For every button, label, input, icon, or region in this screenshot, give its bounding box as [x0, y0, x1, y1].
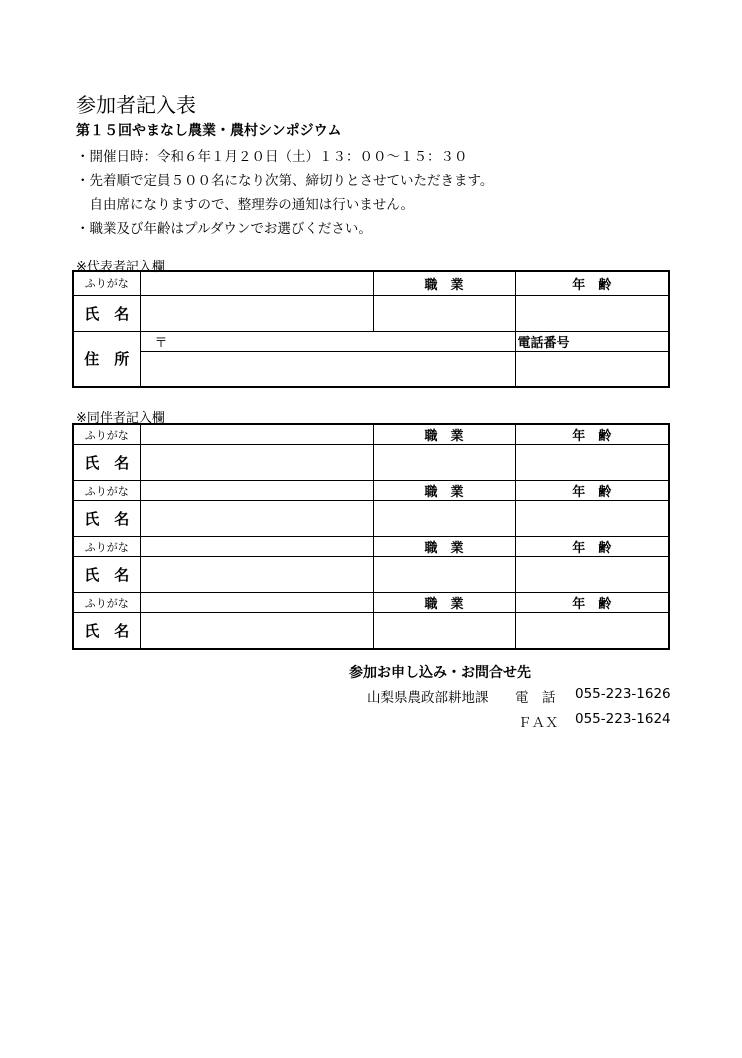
companion-furigana-input[interactable]: [140, 593, 373, 613]
rep-address-input[interactable]: [140, 351, 515, 387]
companion-age-select[interactable]: [515, 613, 669, 649]
contact-department: 山梨県農政部耕地課: [367, 690, 489, 706]
companion-job-select[interactable]: [373, 445, 515, 481]
companion-furigana-label: ふりがな: [73, 593, 140, 613]
companion-section-label: ※同伴者記入欄: [76, 411, 165, 426]
companion-name-label: 氏 名: [73, 613, 140, 649]
rep-furigana-input[interactable]: [140, 271, 373, 295]
event-name: 第１５回やまなし農業・農村シンポジウム: [76, 123, 342, 139]
note-datetime: ・開催日時：令和６年１月２０日（土）１３：００～１５：３０: [76, 149, 468, 165]
companion-age-select[interactable]: [515, 557, 669, 593]
companion-job-header: 職 業: [373, 537, 515, 557]
companion-furigana-input[interactable]: [140, 481, 373, 501]
companion-furigana-label: ふりがな: [73, 537, 140, 557]
rep-phone-label: 電話番号: [515, 331, 669, 351]
companion-age-header: 年 齢: [515, 424, 669, 445]
companion-age-header: 年 齢: [515, 537, 669, 557]
companion-furigana-input[interactable]: [140, 424, 373, 445]
note-seating: 自由席になりますので、整理券の通知は行いません。: [76, 197, 415, 213]
companion-furigana-label: ふりがな: [73, 481, 140, 501]
rep-address-label: 住 所: [73, 331, 140, 387]
rep-postal-code-input[interactable]: 〒: [140, 331, 515, 351]
companion-name-label: 氏 名: [73, 501, 140, 537]
contact-phone: 055-223-1626: [575, 686, 671, 702]
rep-age-header: 年 齢: [515, 271, 669, 295]
rep-name-input[interactable]: [140, 295, 373, 331]
rep-name-label: 氏 名: [73, 295, 140, 331]
contact-fax-label: ＦＡＸ: [518, 715, 559, 731]
companion-age-header: 年 齢: [515, 481, 669, 501]
companion-name-input[interactable]: [140, 445, 373, 481]
note-capacity: ・先着順で定員５００名になり次第、締切りとさせていただきます。: [76, 173, 494, 189]
companion-job-header: 職 業: [373, 481, 515, 501]
representative-table: [72, 270, 670, 388]
companion-job-header: 職 業: [373, 593, 515, 613]
contact-phone-label: 電 話: [515, 690, 556, 706]
companion-job-header: 職 業: [373, 424, 515, 445]
companion-job-select[interactable]: [373, 501, 515, 537]
companion-name-label: 氏 名: [73, 557, 140, 593]
companion-job-select[interactable]: [373, 557, 515, 593]
companion-age-select[interactable]: [515, 501, 669, 537]
form-title: 参加者記入表: [76, 93, 196, 117]
rep-job-select[interactable]: [373, 295, 515, 331]
rep-job-header: 職 業: [373, 271, 515, 295]
companion-age-header: 年 齢: [515, 593, 669, 613]
rep-phone-input[interactable]: [515, 351, 669, 387]
companion-name-label: 氏 名: [73, 445, 140, 481]
companion-name-input[interactable]: [140, 613, 373, 649]
companion-age-select[interactable]: [515, 445, 669, 481]
note-pulldown: ・職業及び年齢はプルダウンでお選びください。: [76, 221, 372, 237]
rep-age-select[interactable]: [515, 295, 669, 331]
representative-section-label: ※代表者記入欄: [76, 260, 165, 275]
companion-job-select[interactable]: [373, 613, 515, 649]
companion-furigana-label: ふりがな: [73, 424, 140, 445]
contact-title: 参加お申し込み・お問合せ先: [349, 665, 531, 681]
companion-furigana-input[interactable]: [140, 537, 373, 557]
companion-table: [72, 423, 670, 650]
contact-fax: 055-223-1624: [575, 711, 671, 727]
rep-furigana-label: ふりがな: [73, 271, 140, 295]
companion-name-input[interactable]: [140, 557, 373, 593]
companion-name-input[interactable]: [140, 501, 373, 537]
